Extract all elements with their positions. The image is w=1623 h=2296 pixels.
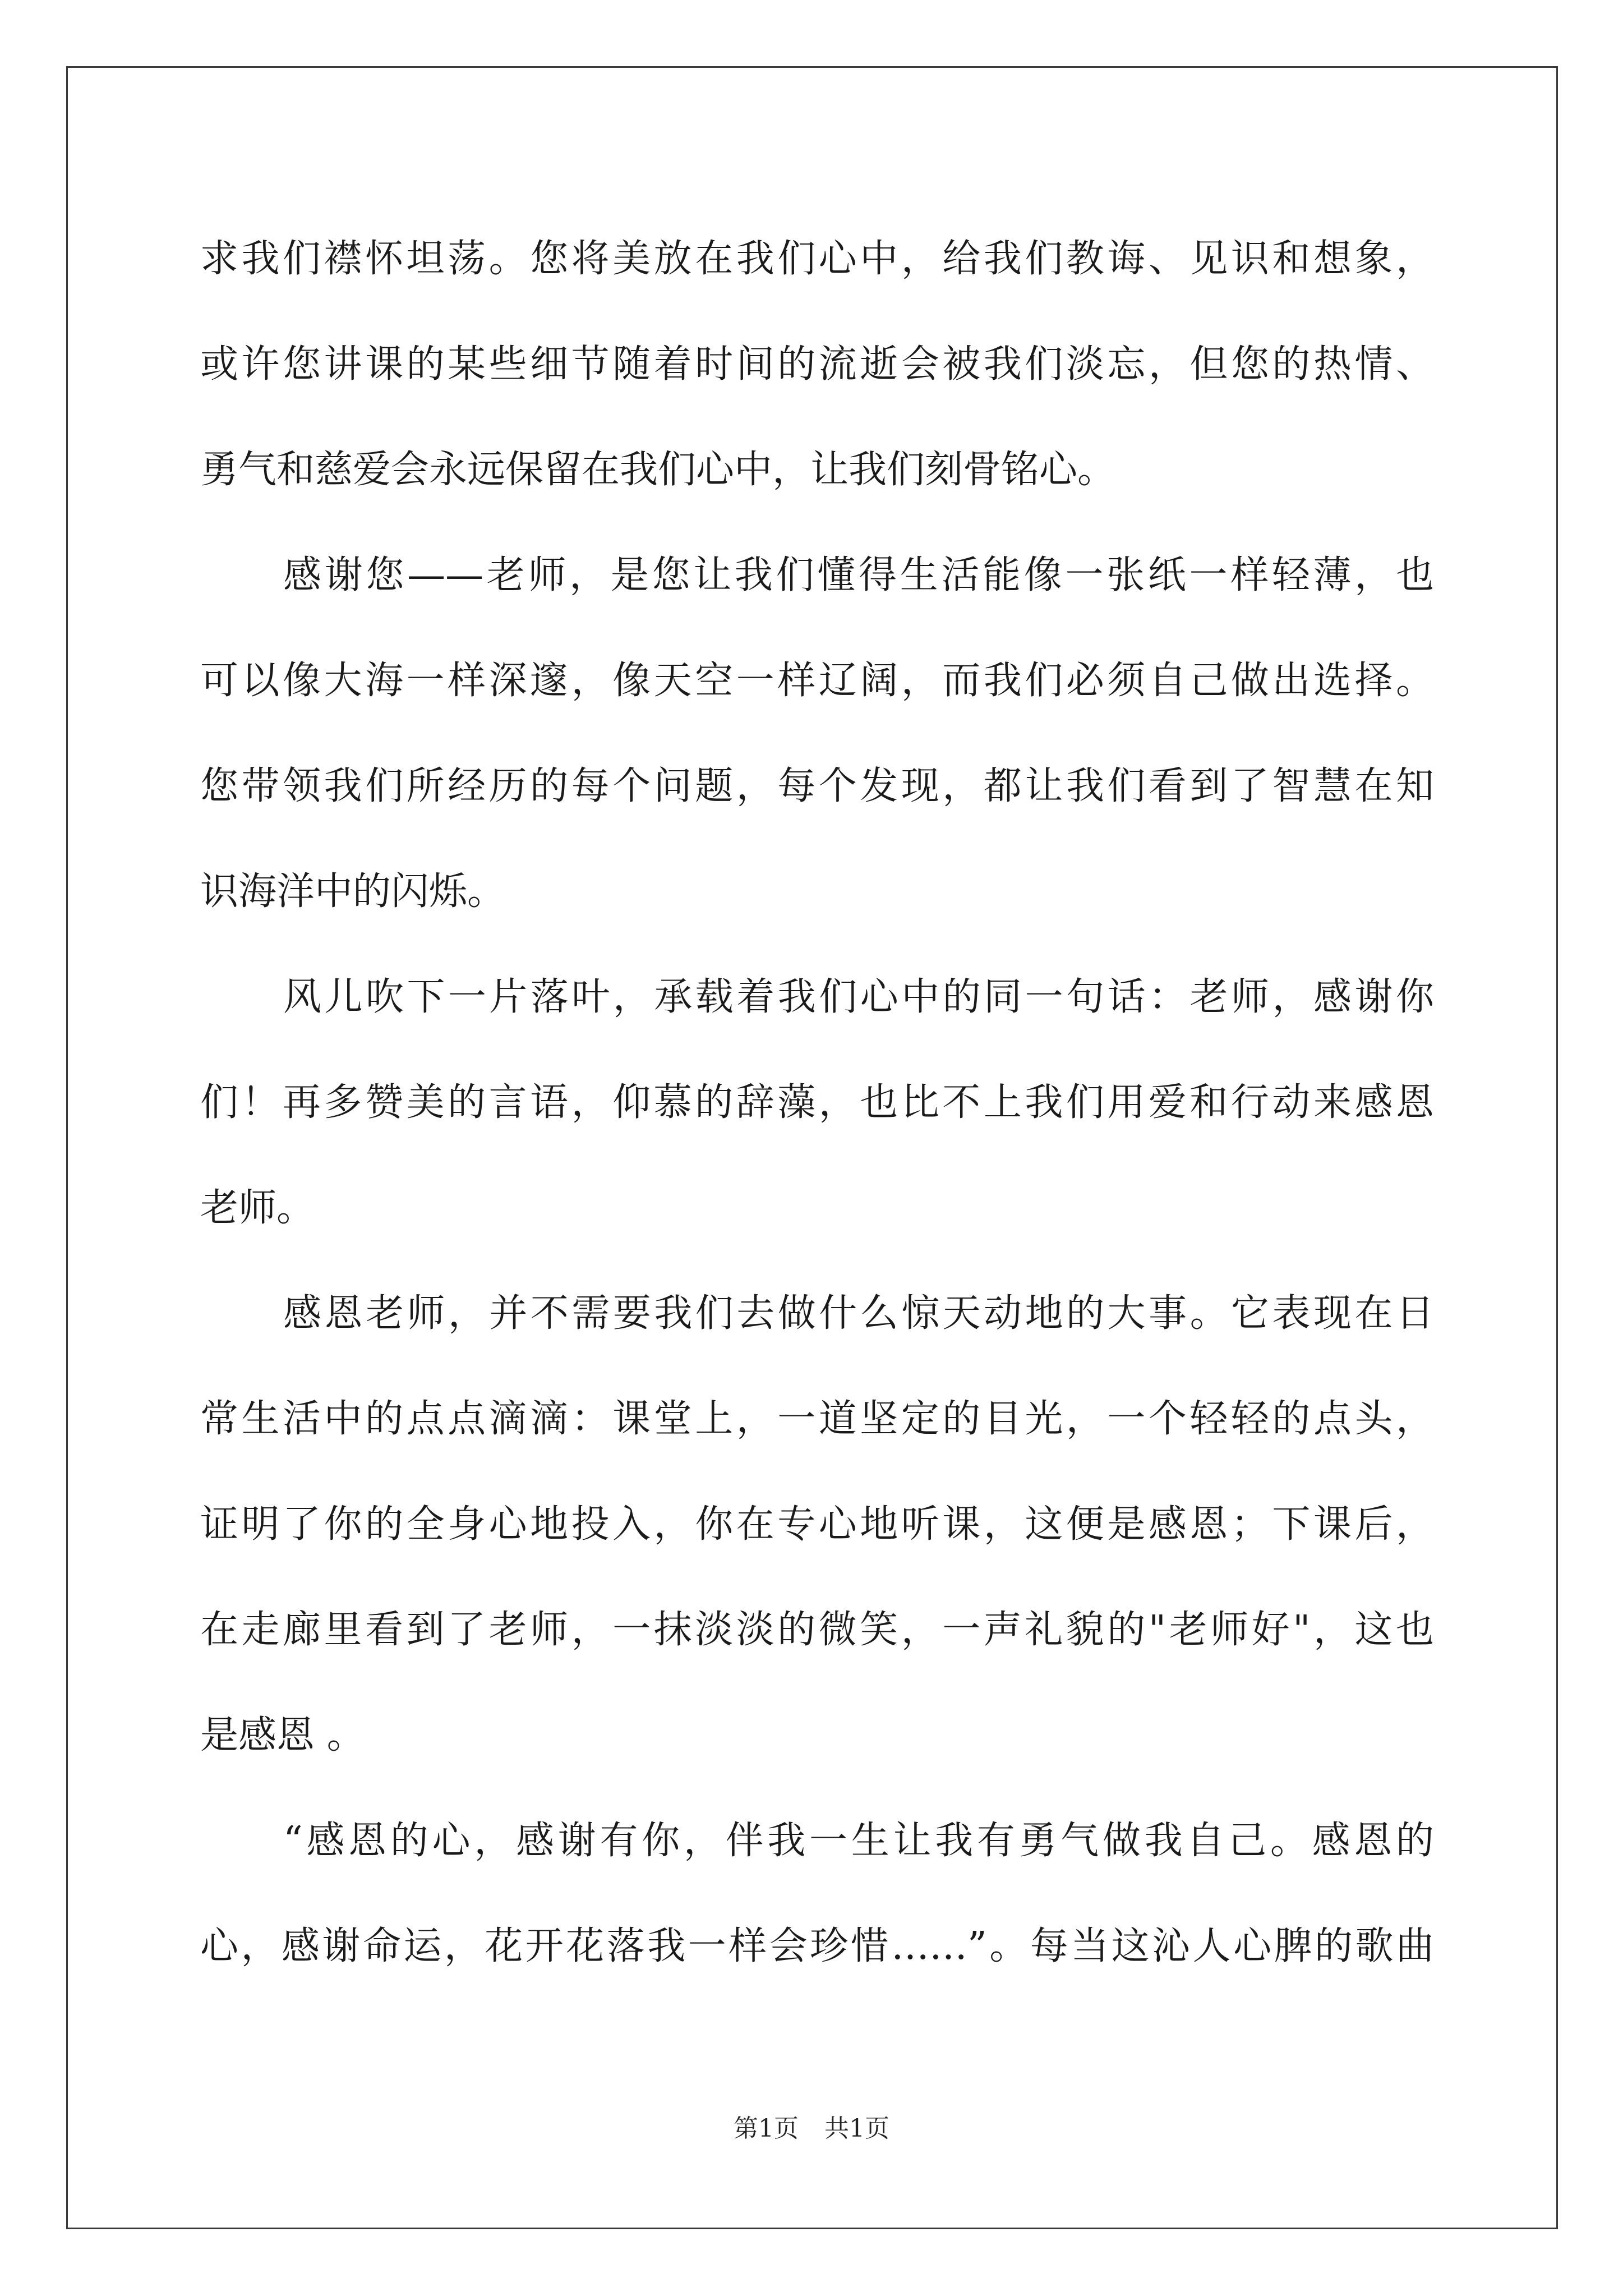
text-line: 心，感谢命运，花开花落我一样会珍惜……”。每当这沁人心脾的歌曲 — [200, 1924, 1434, 1968]
page-total: 共1页 — [824, 2114, 889, 2143]
text-line: 感恩老师，并不需要我们去做什么惊天动地的大事。它表现在日 — [283, 1291, 1434, 1336]
page-number: 第1页 — [734, 2114, 799, 2143]
page-footer — [0, 2112, 1623, 2146]
document-body — [200, 206, 1434, 1999]
text-line: 常生活中的点点滴滴：课堂上，一道坚定的目光，一个轻轻的点头， — [200, 1397, 1434, 1441]
text-line: 是感恩 。 — [200, 1713, 365, 1757]
text-line: 可以像大海一样深邃，像天空一样辽阔，而我们必须自己做出选择。 — [200, 659, 1434, 703]
text-line: 识海洋中的闪烁。 — [200, 869, 506, 914]
text-line: 风儿吹下一片落叶，承载着我们心中的同一句话：老师，感谢你 — [283, 975, 1434, 1019]
text-line: 们！再多赞美的言语，仰慕的辞藻，也比不上我们用爱和行动来感恩 — [200, 1080, 1434, 1125]
text-line: 或许您讲课的某些细节随着时间的流逝会被我们淡忘，但您的热情、 — [200, 342, 1434, 386]
text-line: 证明了你的全身心地投入，你在专心地听课，这便是感恩；下课后， — [200, 1502, 1434, 1547]
text-line: 老师。 — [200, 1186, 315, 1230]
text-line: 勇气和慈爱会永远保留在我们心中，让我们刻骨铭心。 — [200, 448, 1116, 492]
text-line: 您带领我们所经历的每个问题，每个发现，都让我们看到了智慧在知 — [200, 764, 1434, 808]
text-line: 感谢您——老师，是您让我们懂得生活能像一张纸一样轻薄，也 — [283, 553, 1434, 597]
text-line: 求我们襟怀坦荡。您将美放在我们心中，给我们教诲、见识和想象， — [200, 237, 1434, 281]
text-line: “感恩的心，感谢有你，伴我一生让我有勇气做我自己。感恩的 — [283, 1819, 1434, 1863]
text-line: 在走廊里看到了老师，一抹淡淡的微笑，一声礼貌的"老师好"，这也 — [200, 1608, 1434, 1652]
